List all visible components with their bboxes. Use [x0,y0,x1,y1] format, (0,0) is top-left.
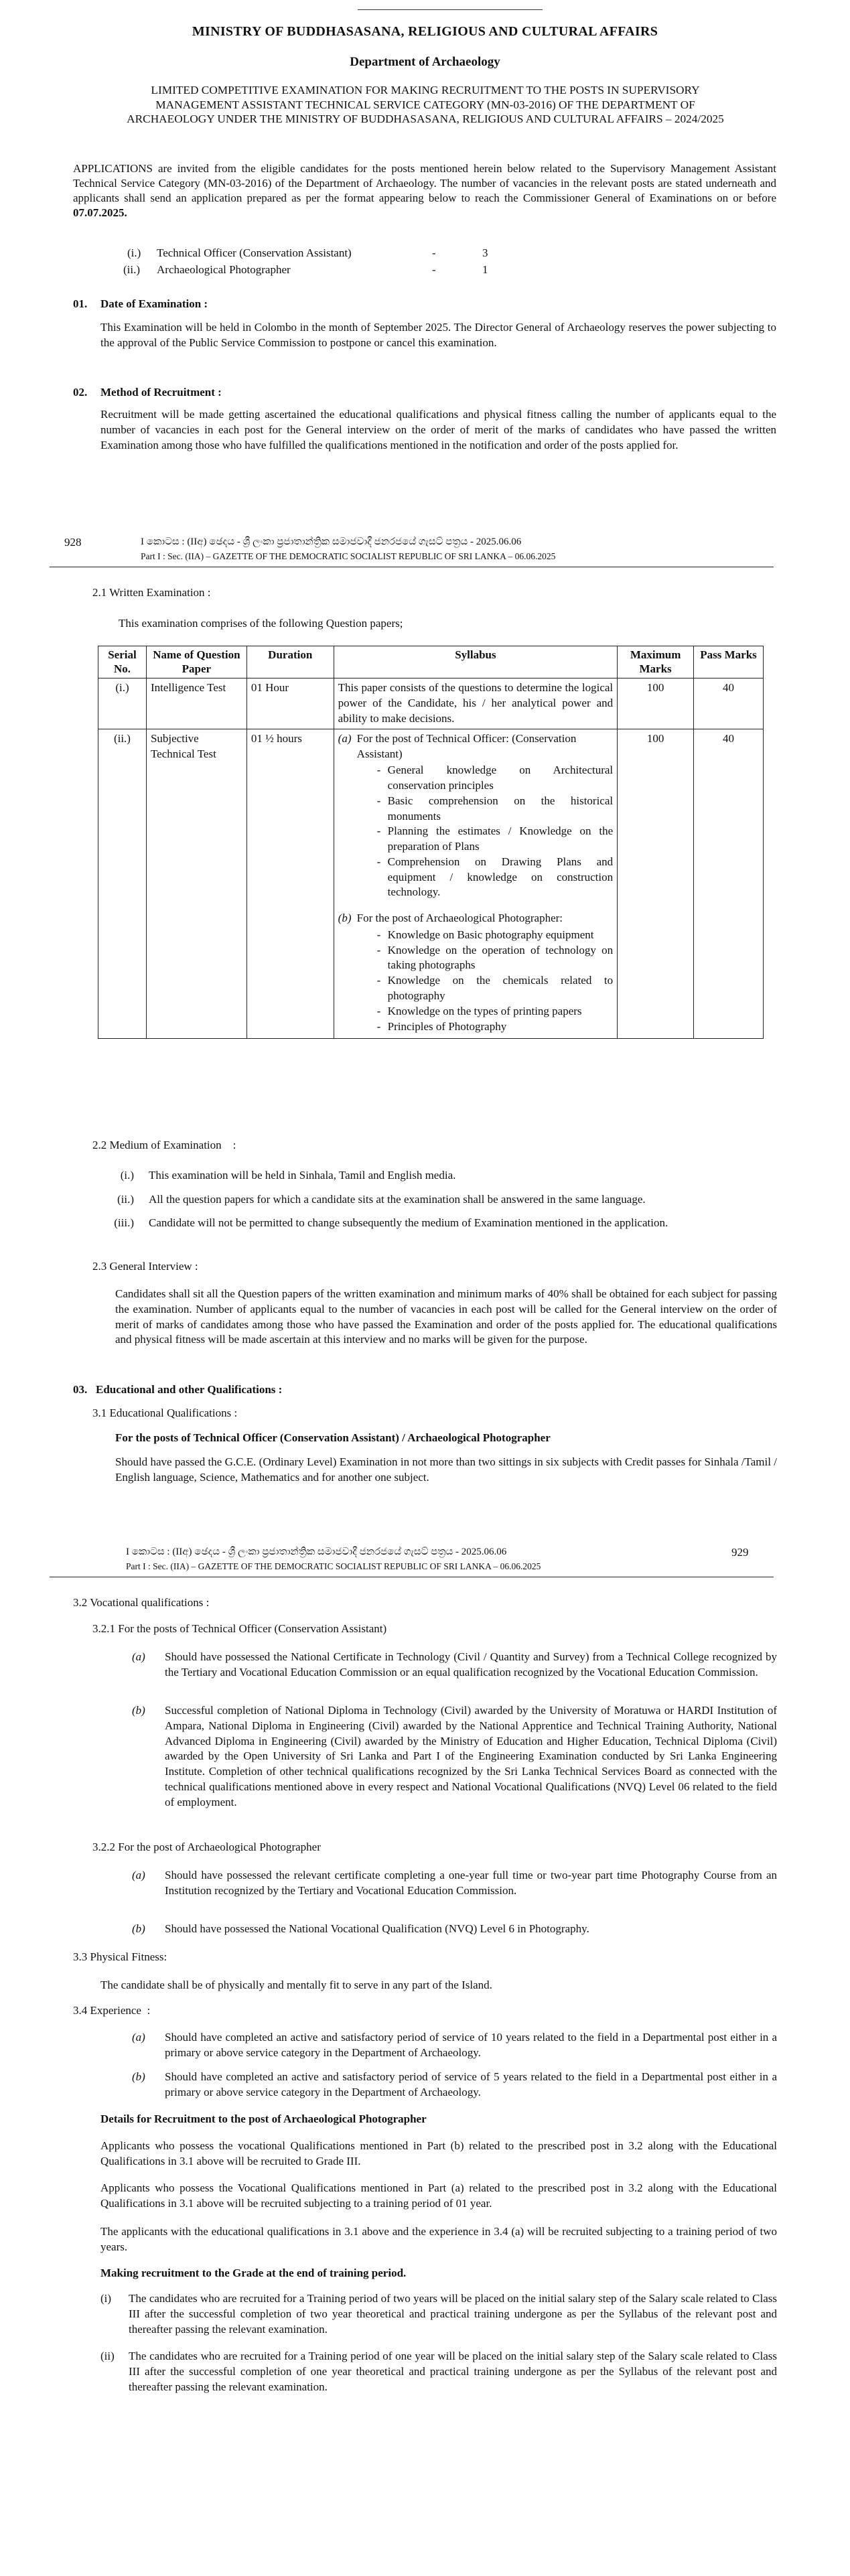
grade-item: The candidates who are recruited for a Training period of one year will be placed on the initial salary step of the Salary scale related to Class III after the successful completion of one year theoretical and practical training undergone as per the Syllabus of the relevant post and thereafter passing the relevant examination. [129,2350,777,2393]
section-02-number: 02. [73,386,88,399]
syllabus-list-b [338,928,613,1034]
list-item: - General knowledge on Architectural conservation principles [377,763,613,794]
column-header: Syllabus [334,646,617,678]
section-3-1-title: 3.1 Educational Qualifications : [92,1407,238,1419]
vacancy-post: Technical Officer (Conservation Assistant) [157,246,352,259]
part-heading: For the post of Technical Officer: (Conservation Assistant) [356,731,577,760]
vacancy-number: (ii.) [123,263,141,276]
page-number: 929 [731,1546,749,1559]
item-number: (ii.) [117,1193,134,1206]
ministry-heading: MINISTRY OF BUDDHASASANA, RELIGIOUS AND CULTURAL AFFAIRS [192,24,658,39]
medium-item: All the question papers for which a candidate sits at the examination shall be answered in the same language. [149,1193,646,1206]
section-2-2-title: 2.2 Medium of Examination : [92,1139,236,1151]
pass-marks-cell: 40 [694,678,764,729]
details-heading: Details for Recruitment to the post of Archaeological Photographer [100,2113,427,2125]
part-label: (b) [338,912,352,925]
serial-cell: (i.) [98,678,147,729]
vocational-item: Should have possessed the National Vocational Qualification (NVQ) Level 6 in Photography. [165,1922,589,1935]
top-rule [358,9,543,10]
vacancy-dash: - [432,263,436,276]
list-item: - Comprehension on Drawing Plans and equipment / knowledge on construction technology. [377,855,613,900]
item-label: (i) [100,2292,112,2305]
vacancy-number: (i.) [127,246,141,259]
section-01-text: This Examination will be held in Colombo in the month of September 2025. The Director General of Archaeology reserves the power subjecting to the approval of the Public Service Commission to postpone or cancel this examination. [100,321,776,349]
paper-name-cell: Subjective Technical Test [146,729,246,1039]
syllabus-list-a [338,763,613,900]
vocational-item: Should have possessed the National Certificate in Technology (Civil / Quantity and Survey) from a Technical College recognized by the Tertiary and Vocational Education Commission or an equal qualification recognized by the Vocational Education Commission. [165,1650,777,1678]
syllabus-cell: This paper consists of the questions to determine the logical power of the Candidate, his / her analytical power and ability to make decisions. [334,678,617,729]
column-header: Serial No. [98,646,147,678]
grade-item: The candidates who are recruited for a Training period of two years will be placed on the initial salary step of the Salary scale related to Class III after the successful completion of two year theoretical and practical training undergone as per the Syllabus of the relevant post and thereafter passing the relevant examination. [129,2292,777,2336]
item-number: (i.) [120,1169,134,1182]
experience-item: Should have completed an active and satisfactory period of service of 5 years related to the field in a Departmental post either in a primary or above service category in the Department of Archaeology. [165,2070,777,2098]
max-marks-cell: 100 [618,678,694,729]
item-label: (ii) [100,2350,115,2362]
duration-cell: 01 ½ hours [246,729,334,1039]
syllabus-part-a [338,731,613,762]
item-label: (a) [132,1869,145,1881]
section-3-2-2-title: 3.2.2 For the post of Archaeological Photographer [92,1841,321,1853]
deadline-date: 07.07.2025. [73,206,127,220]
vacancy-post: Archaeological Photographer [157,263,291,276]
max-marks-cell: 100 [618,729,694,1039]
vacancy-count: 3 [482,246,488,259]
experience-item: Should have completed an active and satisfactory period of service of 10 years related to the field in a Departmental post either in a primary or above service category in the Department of Archaeology. [165,2031,777,2059]
gazette-sinhala-line: I කොටස : (IIඅ) ඡෙදය - ශ්‍රී ලංකා ප්‍රජාතාන්ත්‍රික සමාජවාදී ජනරජයේ ගැසට් පත්‍රය - 2025.06.06 [141,536,522,547]
duration-cell: 01 Hour [246,678,334,729]
details-paragraph: Applicants who possess the Vocational Qualifications mentioned in Part (a) related to the prescribed post in 3.2 along with the Educational Qualifications in 3.1 above will be recruited subjecting to a training period of 01 year. [100,2181,777,2210]
section-3-3-text: The candidate shall be of physically and mentally fit to serve in any part of the Island. [100,1979,492,1991]
gazette-english-line: Part I : Sec. (IIA) – GAZETTE OF THE DEMOCRATIC SOCIALIST REPUBLIC OF SRI LANKA – 06.06.2025 [141,551,556,561]
section-3-2-1-title: 3.2.1 For the posts of Technical Officer (Conservation Assistant) [92,1622,387,1635]
details-paragraph: The applicants with the educational qualifications in 3.1 above and the experience in 3.4 (a) will be recruited subjecting to a training period of two years. [100,2225,777,2253]
vocational-item: Successful completion of National Diploma in Technology (Civil) awarded by the University of Moratuwa or HARDI Institution of Ampara, National Diploma in Engineering (Civil) awarded by the National Apprentice and Technical Training Authority, National Advanced Diploma in Engineering (Civil) awarded by the Ministry of Education and Higher Education, Technical Diploma (Civil) awarded by the Open University of Sri Lanka and Part I of the Engineering Examination conducted by Sri Lanka Engineering Institute. Completion of other technical qualifications recognized by the Sri Lanka Technical Services Board as connected with the technical qualifications mentioned above in every respect and National Vocational Qualifications (NVQ) Level 06 related to the field of employment. [165,1704,777,1808]
vocational-item: Should have possessed the relevant certificate completing a one-year full time or two-year part time Photography Course from an Institution recognized by the Tertiary and Vocational Education Commission. [165,1869,777,1897]
column-header: Maximum Marks [618,646,694,678]
item-label: (b) [132,1922,145,1935]
question-paper-table [98,646,764,1039]
part-label: (a) [338,731,352,745]
section-02-text: Recruitment will be made getting ascertained the educational qualifications and physical fitness calling the number of applicants equal to the number of vacancies in each post for the General interview on the order of merit of the marks of candidates who have passed the written Examination among those who have fulfilled the qualifications mentioned in the notification and order of the posts applied for. [100,408,776,451]
syllabus-part-b [338,911,613,926]
paper-name-cell: Intelligence Test [146,678,246,729]
section-2-3-title: 2.3 General Interview : [92,1260,198,1273]
item-number: (iii.) [114,1216,134,1229]
item-label: (b) [132,2070,145,2083]
gazette-sinhala-line: I කොටස : (IIඅ) ඡෙදය - ශ්‍රී ලංකා ප්‍රජාතාන්ත්‍රික සමාජවාදී ජනරජයේ ගැසට් පත්‍රය - 2025.06.06 [126,1547,507,1557]
grade-heading: Making recruitment to the Grade at the end of training period. [100,2267,407,2279]
section-02-title: Method of Recruitment : [100,386,222,399]
table-row [98,729,764,1039]
intro-text: APPLICATIONS are invited from the eligible candidates for the posts mentioned herein below related to the Supervisory Management Assistant Technical Service Category (MN-03-2016) of the Department of Archaeology. The number of vacancies in the relevant posts are stated underneath and applicants shall send an application prepared as per the format appearing below to reach the Commissioner General of Examinations on or before [73,162,776,205]
list-item: - Planning the estimates / Knowledge on the preparation of Plans [377,824,613,855]
vacancy-count: 1 [482,263,488,276]
intro-paragraph [73,161,776,220]
section-3-1-text: Should have passed the G.C.E. (Ordinary Level) Examination in not more than two sittings in six subjects with Credit passes for Sinhala /Tamil / English language, Science, Mathematics and for another one subject. [115,1455,777,1484]
part-heading: For the post of Archaeological Photographer: [356,912,563,925]
item-label: (a) [132,2031,145,2044]
column-header: Pass Marks [694,646,764,678]
serial-cell: (ii.) [98,729,147,1039]
pass-marks-cell: 40 [694,729,764,1039]
list-item: - Basic comprehension on the historical monuments [377,794,613,825]
gazette-english-line: Part I : Sec. (IIA) – GAZETTE OF THE DEMOCRATIC SOCIALIST REPUBLIC OF SRI LANKA – 06.06.2025 [126,1561,541,1571]
section-2-1-intro: This examination comprises of the following Question papers; [119,617,403,630]
section-03-title: 03. Educational and other Qualifications : [73,1383,283,1396]
column-header: Name of Question Paper [146,646,246,678]
section-01-title: Date of Examination : [100,297,208,310]
list-item: - Knowledge on the types of printing papers [377,1004,613,1019]
exam-title: LIMITED COMPETITIVE EXAMINATION FOR MAKING RECRUITMENT TO THE POSTS IN SUPERVISORY MANAGEMENT ASSISTANT TECHNICAL SERVICE CATEGORY (MN-03-2016) OF THE DEPARTMENT OF ARCHAEOLOGY UNDER THE MINISTRY OF BUDDHASASANA, RELIGIOUS AND CULTURAL AFFAIRS – 2024/2025 [127,84,724,126]
section-3-4-title: 3.4 Experience : [73,2004,151,2017]
item-label: (b) [132,1704,145,1717]
details-paragraph: Applicants who possess the vocational Qualifications mentioned in Part (b) related to the prescribed post in 3.2 along with the Educational Qualifications in 3.1 above will be recruited to Grade III. [100,2139,777,2167]
list-item: - Knowledge on the chemicals related to photography [377,973,613,1004]
section-2-3-text: Candidates shall sit all the Question papers of the written examination and minimum marks of 40% shall be obtained for each subject for passing the examination. Number of applicants equal to the number of vacancies in each post will be called for the General interview on the order of merit of marks of candidates among those who have passed the Examination and order of the posts applied for. The educational qualifications and physical fitness will be made ascertain at this interview and no marks will be given for the purpose. [115,1287,777,1346]
list-item: - Knowledge on Basic photography equipment [377,928,613,943]
column-header: Duration [246,646,334,678]
list-item: - Knowledge on the operation of technology on taking photographs [377,943,613,974]
table-row [98,678,764,729]
item-label: (a) [132,1650,145,1663]
table-header-row [98,646,764,678]
syllabus-cell [334,729,617,1039]
section-01-number: 01. [73,297,88,310]
medium-item: This examination will be held in Sinhala, Tamil and English media. [149,1169,456,1182]
page-number: 928 [64,536,82,549]
section-3-3-title: 3.3 Physical Fitness: [73,1950,167,1963]
department-heading: Department of Archaeology [350,55,500,69]
posts-heading: For the posts of Technical Officer (Conservation Assistant) / Archaeological Photographer [115,1431,551,1444]
section-2-1-title: 2.1 Written Examination : [92,586,211,599]
section-3-2-title: 3.2 Vocational qualifications : [73,1596,210,1609]
medium-item: Candidate will not be permitted to change subsequently the medium of Examination mentioned in the application. [149,1216,668,1229]
vacancy-dash: - [432,246,436,259]
list-item: - Principles of Photography [377,1019,613,1035]
